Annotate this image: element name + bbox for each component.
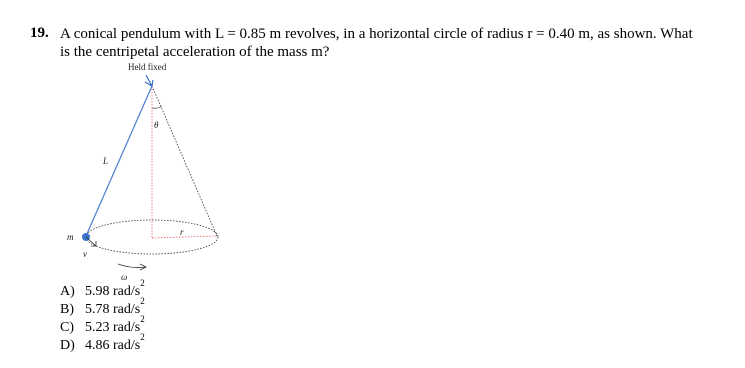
answer-choices bbox=[60, 278, 145, 355]
choice-exponent: 2 bbox=[140, 314, 145, 324]
choice-letter: B) bbox=[60, 302, 74, 317]
choice-value: 5.23 rad/s bbox=[85, 320, 141, 335]
velocity-label: v bbox=[83, 249, 87, 259]
string-line bbox=[86, 86, 152, 236]
pivot-arrow-icon bbox=[145, 75, 153, 86]
theta-label: θ bbox=[154, 120, 159, 130]
radius-label: r bbox=[180, 227, 184, 237]
velocity-arrow-icon bbox=[86, 237, 96, 246]
choice-b[interactable] bbox=[60, 296, 145, 319]
choice-exponent: 2 bbox=[140, 296, 145, 306]
question-number: 19. bbox=[30, 25, 49, 41]
choice-letter: C) bbox=[60, 320, 74, 335]
rotation-arrow-icon bbox=[118, 264, 146, 270]
choice-exponent: 2 bbox=[140, 332, 145, 342]
choice-a[interactable] bbox=[60, 278, 145, 301]
held-fixed-label: Held fixed bbox=[128, 62, 167, 72]
choice-c[interactable] bbox=[60, 314, 145, 337]
choice-value: 5.78 rad/s bbox=[85, 302, 141, 317]
choice-exponent: 2 bbox=[140, 278, 145, 288]
question-line-1: A conical pendulum with L = 0.85 m revolves, in a horizontal circle of radius r = 0.40 m, as shown. What bbox=[60, 26, 693, 42]
choice-letter: D) bbox=[60, 338, 75, 353]
length-label: L bbox=[103, 156, 109, 166]
omega-label: ω bbox=[121, 272, 128, 282]
question-text bbox=[60, 25, 740, 61]
question-line-2: is the centripetal acceleration of the mass m? bbox=[60, 44, 330, 60]
cone-edge-right bbox=[152, 86, 217, 236]
choice-d[interactable] bbox=[60, 332, 145, 355]
choice-value: 4.86 rad/s bbox=[85, 338, 141, 353]
mass-label: m bbox=[67, 232, 74, 242]
radius-line bbox=[152, 236, 217, 238]
choice-letter: A) bbox=[60, 284, 75, 299]
conical-pendulum-figure bbox=[60, 58, 250, 283]
choice-value: 5.98 rad/s bbox=[85, 284, 141, 299]
